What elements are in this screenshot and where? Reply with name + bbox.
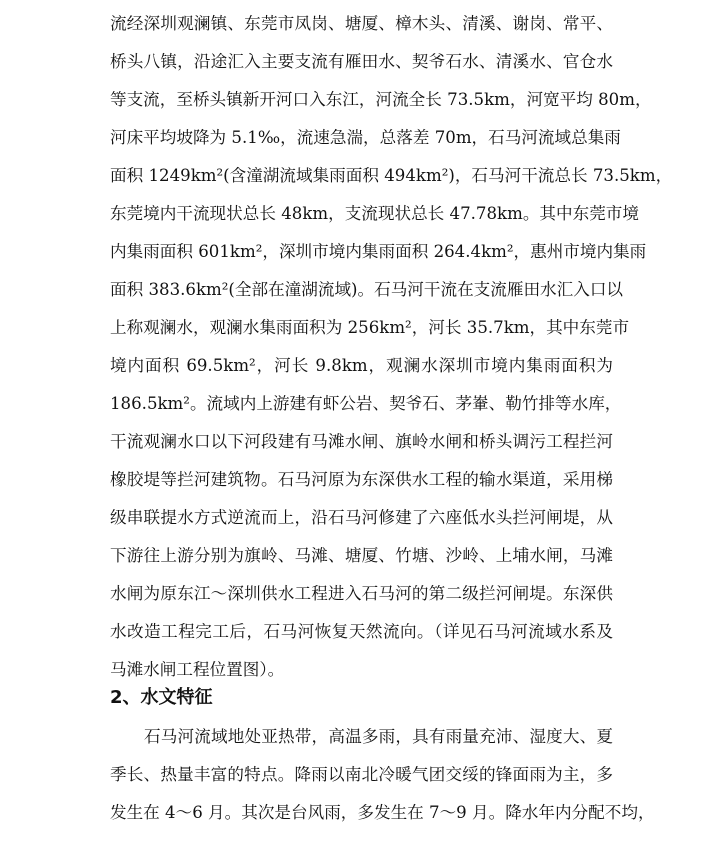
text-line: 马滩水闸工程位置图）。 [110,660,285,679]
text-line: 水闸为原东江～深圳供水工程进入石马河的第二级拦河闸堤。东深供 [110,584,613,603]
text-line: 下游往上游分别为旗岭、马滩、塘厦、竹塘、沙岭、上埔水闸，马滩 [110,546,613,565]
text-line: 水改造工程完工后，石马河恢复天然流向。（详见石马河流域水系及 [110,622,613,641]
text-line: 面积 1249km²(含潼湖流域集雨面积 494km²)，石马河干流总长 73.5km， [110,166,673,185]
section-heading: 2、水文特征 [110,687,213,708]
text-line: 等支流，至桥头镇新开河口入东江，河流全长 73.5km，河宽平均 80m， [110,90,652,109]
text-line: 桥头八镇，沿途汇入主要支流有雁田水、契爷石水、清溪水、官仓水 [110,52,613,71]
paragraph-hydrology [110,718,655,832]
text-line: 内集雨面积 601km²，深圳市境内集雨面积 264.4km²，惠州市境内集雨 [110,242,647,261]
text-line: 干流观澜水口以下河段建有马滩水闸、旗岭水闸和桥头调污工程拦河 [110,432,613,451]
paragraph-river-description [110,5,673,689]
text-line: 石马河流域地处亚热带，高温多雨，具有雨量充沛、湿度大、夏 [144,727,613,746]
text-line: 上称观澜水，观澜水集雨面积为 256km²，河长 35.7km，其中东莞市 [110,318,630,337]
text-line: 面积 383.6km²(全部在潼湖流域)。石马河干流在支流雁田水汇入口以 [110,280,624,299]
text-line: 境内面积 69.5km²，河长 9.8km，观澜水深圳市境内集雨面积为 [110,356,613,375]
text-line: 流经深圳观澜镇、东莞市凤岗、塘厦、樟木头、清溪、谢岗、常平、 [110,14,613,33]
text-line: 级串联提水方式逆流而上，沿石马河修建了六座低水头拦河闸堤，从 [110,508,613,527]
text-line: 186.5km²。流域内上游建有虾公岩、契爷石、茅輋、勒竹排等水库， [110,394,622,413]
text-line: 季长、热量丰富的特点。降雨以南北冷暖气团交绥的锋面雨为主，多 [110,765,613,784]
text-line: 橡胶堤等拦河建筑物。石马河原为东深供水工程的输水渠道，采用梯 [110,470,613,489]
text-line: 河床平均坡降为 5.1‰，流速急湍，总落差 70m，石马河流域总集雨 [110,128,621,147]
text-line: 东莞境内干流现状总长 48km，支流现状总长 47.78km。其中东莞市境 [110,204,639,223]
text-line: 发生在 4～6 月。其次是台风雨，多发生在 7～9 月。降水年内分配不均， [110,803,655,822]
